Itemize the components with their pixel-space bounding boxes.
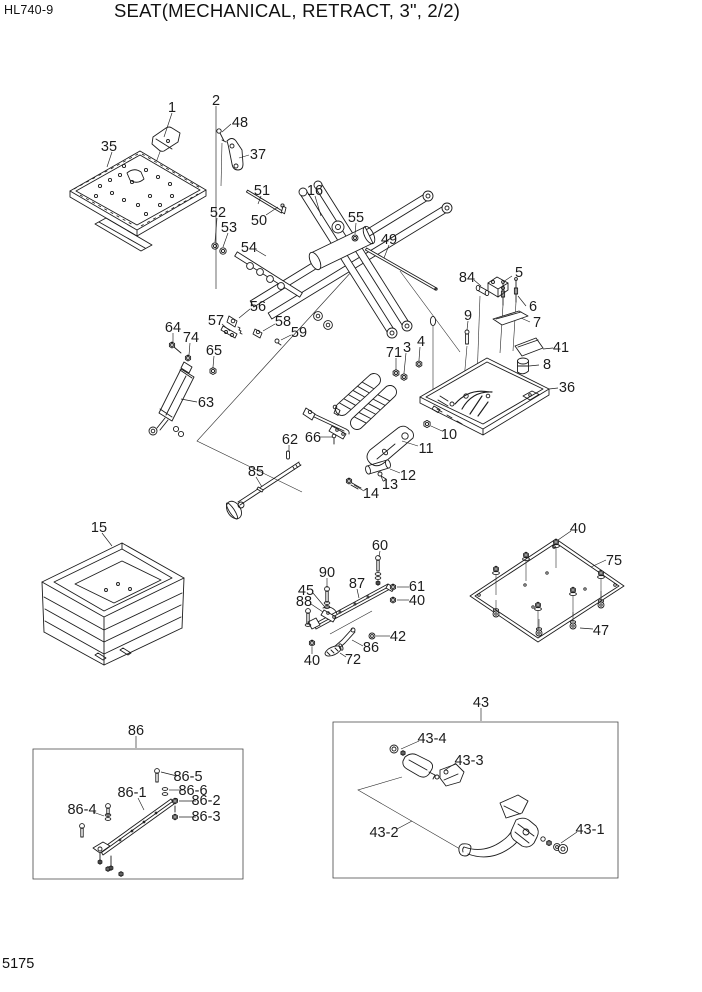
- callout-75: 75: [605, 553, 623, 570]
- callout-48: 48: [231, 115, 249, 132]
- callout-86-2: 86-2: [191, 793, 221, 810]
- callout-57: 57: [207, 313, 225, 330]
- callout-56: 56: [249, 299, 267, 316]
- callout-11: 11: [418, 441, 434, 458]
- callout-5: 5: [514, 265, 524, 282]
- callout-1: 1: [167, 100, 177, 117]
- callout-4: 4: [416, 334, 426, 351]
- callout-36: 36: [558, 380, 576, 397]
- callout-55: 55: [347, 210, 365, 227]
- callout-72: 72: [344, 652, 362, 669]
- callout-16: 16: [306, 183, 324, 200]
- callout-50: 50: [250, 213, 268, 230]
- callout-65: 65: [205, 343, 223, 360]
- callout-43-2: 43-2: [369, 825, 399, 842]
- callout-9: 9: [463, 308, 473, 325]
- callout-90: 90: [318, 565, 336, 582]
- part-35-upper-plate: [70, 151, 206, 251]
- callout-52: 52: [209, 205, 227, 222]
- leader-line-56: [239, 309, 250, 318]
- part-48-pin: [217, 129, 226, 142]
- leader-line-50: [266, 207, 278, 215]
- callout-88: 88: [295, 594, 313, 611]
- leader-line-48: [222, 124, 231, 132]
- leader-line-12: [390, 469, 400, 473]
- leader-line-6: [518, 296, 526, 306]
- leader-line-88: [311, 604, 323, 612]
- callout-37: 37: [249, 147, 267, 164]
- leader-line-63: [181, 399, 197, 402]
- part-15-bellows: [42, 543, 184, 665]
- callout-14: 14: [362, 486, 380, 503]
- callout-71: 71: [385, 345, 403, 362]
- leader-line-36: [549, 388, 558, 389]
- callout-87: 87: [348, 576, 366, 593]
- leader-line-86: [352, 640, 363, 646]
- callout-74: 74: [182, 330, 200, 347]
- callout-42: 42: [389, 629, 407, 646]
- callout-49: 49: [380, 232, 398, 249]
- callout-86-3: 86-3: [191, 809, 221, 826]
- callout-86-4: 86-4: [67, 802, 97, 819]
- callout-60: 60: [371, 538, 389, 555]
- part-37-link: [221, 139, 243, 187]
- callout-61: 61: [408, 579, 426, 596]
- leader-line-43-2: [397, 821, 412, 829]
- callout-86-5: 86-5: [173, 769, 203, 786]
- callout-40: 40: [408, 593, 426, 610]
- callout-3: 3: [402, 340, 412, 357]
- projection-lines: [150, 149, 516, 492]
- part-43-seat-belt-box: [333, 722, 618, 878]
- leader-line-43-4: [401, 741, 419, 749]
- callout-86-6: 86-6: [178, 783, 208, 800]
- page-number: 5175: [2, 956, 35, 972]
- leader-line-47: [580, 628, 593, 629]
- leader-line-45: [313, 593, 324, 606]
- model-code: HL740-9: [4, 3, 54, 17]
- callout-43: 43: [472, 695, 490, 712]
- callout-10: 10: [440, 427, 458, 444]
- callout-12: 12: [399, 468, 417, 485]
- callout-84: 84: [458, 270, 476, 287]
- parts-86-90-lever-assembly: [308, 584, 394, 658]
- leader-line-41: [543, 348, 553, 349]
- parts-56-59-latch-brackets: [221, 316, 281, 345]
- callout-59: 59: [290, 325, 308, 342]
- callout-7: 7: [532, 315, 542, 332]
- callout-43-1: 43-1: [575, 822, 605, 839]
- leader-line-8: [529, 365, 539, 366]
- callout-47: 47: [592, 623, 610, 640]
- callout-2: 2: [211, 93, 221, 110]
- callout-43-4: 43-4: [417, 731, 447, 748]
- callout-40: 40: [569, 521, 587, 538]
- callout-13: 13: [381, 477, 399, 494]
- callout-54: 54: [240, 240, 258, 257]
- callout-51: 51: [253, 183, 271, 200]
- callout-86: 86: [362, 640, 380, 657]
- leader-line-54: [256, 250, 266, 256]
- part-36-lower-plate: [420, 357, 552, 435]
- callout-45: 45: [297, 583, 315, 600]
- callout-35: 35: [100, 139, 118, 156]
- callout-8: 8: [542, 357, 552, 374]
- leader-line-5: [503, 276, 512, 282]
- callout-43-3: 43-3: [454, 753, 484, 770]
- callout-15: 15: [90, 520, 108, 537]
- leader-line-75: [591, 560, 606, 567]
- page-title: SEAT(MECHANICAL, RETRACT, 3", 2/2): [114, 0, 461, 21]
- callout-41: 41: [552, 340, 570, 357]
- callout-53: 53: [220, 220, 238, 237]
- callout-58: 58: [274, 314, 292, 331]
- callout-6: 6: [528, 299, 538, 316]
- leader-line-7: [521, 318, 530, 322]
- callout-86-1: 86-1: [117, 785, 147, 802]
- callout-86: 86: [127, 723, 145, 740]
- callout-62: 62: [281, 432, 299, 449]
- callout-40: 40: [303, 653, 321, 670]
- callout-85: 85: [247, 464, 265, 481]
- callout-64: 64: [164, 320, 182, 337]
- callout-66: 66: [304, 430, 322, 447]
- callout-63: 63: [197, 395, 215, 412]
- leader-line-58: [263, 324, 275, 331]
